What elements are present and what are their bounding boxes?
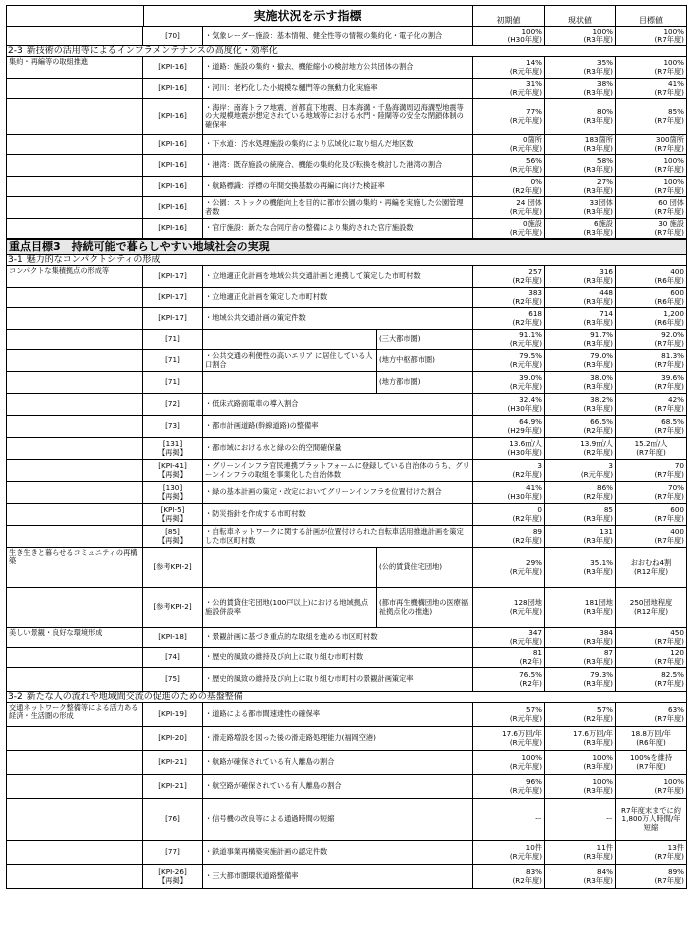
target-value: 30 施設 (R7年度): [654, 219, 684, 237]
current-value: 714 (R3年度): [545, 308, 616, 329]
measure-label: [7, 27, 143, 45]
initial-value: 618 (R2年度): [473, 308, 545, 329]
indicator-text: ・道路による都市間速達性の確保率: [203, 703, 473, 726]
kpi-code: [KPI-16]: [143, 177, 203, 196]
kpi-code: [KPI-21]: [143, 751, 203, 774]
target-value: 41% (R7年度): [654, 79, 684, 97]
initial-value: 76.5% (R2年): [473, 668, 545, 691]
indicator-text: ・滑走路増設を図った後の滑走路処理能力(福岡空港): [203, 727, 473, 750]
subsection-number: 3-1: [8, 255, 23, 265]
initial-value: 100% (H30年度): [473, 27, 545, 45]
indicator-category: (都市再生機構団地の医療福祉拠点化の推進): [377, 588, 473, 627]
table-row: [6, 588, 687, 628]
indicator-text: ・景観計画に基づき重点的な取組を進める市区町村数: [203, 628, 473, 647]
initial-value: 0 (R2年度): [473, 504, 545, 525]
initial-value: 81 (R2年): [473, 648, 545, 667]
indicator-text: ・航空路が確保されている有人離島の割合: [203, 775, 473, 798]
target-value: R7年度末までに約1,800万人時間/年短縮: [621, 806, 681, 832]
measure-label: [7, 727, 143, 750]
current-value: 100% (R3年度): [545, 27, 616, 45]
kpi-code: [71]: [143, 372, 203, 393]
initial-value: 83% (R2年度): [473, 865, 545, 888]
current-value: 3 (R元年度): [545, 460, 616, 481]
measure-label: [7, 438, 143, 459]
current-value: 35.1% (R3年度): [545, 548, 616, 587]
current-value: 38% (R3年度): [545, 79, 616, 98]
table-row: [6, 57, 687, 79]
subsection-heading: [6, 692, 687, 703]
table-row: [6, 841, 687, 865]
current-value: 80% (R3年度): [545, 99, 616, 134]
kpi-code: [参考KPI-2]: [143, 548, 203, 587]
indicator-text: ・緑の基本計画の策定・改定においてグリーンインフラを位置付けた割合: [203, 482, 473, 503]
table-row: [6, 482, 687, 504]
table-row: [6, 27, 687, 46]
target-value: 100% (R7年度): [654, 27, 684, 44]
current-value: 100% (R3年度): [545, 751, 616, 774]
table-row: [6, 99, 687, 135]
table-row: [6, 703, 687, 727]
indicator-text: ・公共交通の利便性の高いエリア に居住している人口割合: [203, 350, 377, 371]
initial-value: 64.9% (H29年度): [473, 416, 545, 437]
initial-value: 77% (R元年度): [473, 99, 545, 134]
indicator-text: ・下水道：汚水処理施設の集約により広域化に取り組んだ地区数: [203, 135, 473, 154]
subsection-title: 新たな人の流れや地域間交流の促進のための基盤整備: [26, 692, 243, 702]
current-value: 11件 (R3年度): [545, 841, 616, 864]
kpi-code: [130] 【再掲】: [143, 482, 203, 503]
indicator-text: ・公園：ストックの機能向上を目的に都市公園の集約・再編を実施した公園管理者数: [203, 197, 473, 218]
current-value: 58% (R3年度): [545, 155, 616, 176]
kpi-code: [77]: [143, 841, 203, 864]
target-value: 70% (R7年度): [654, 483, 684, 501]
indicator-text: ・自転車ネットワークに関する計画が位置付けられた自転車活用推進計画を策定した市区町村数: [203, 526, 473, 547]
indicator-text: ・官庁施設：新たな合同庁舎の整備により集約された官庁施設数: [203, 219, 473, 238]
target-value: 18.8万回/年 (R6年度): [631, 729, 671, 747]
measure-label: [7, 504, 143, 525]
indicator-text: ・グリーンインフラ官民連携プラットフォームに登録している自治体のうち、グリーンインフラの取組を事業化した自治体数: [203, 460, 473, 481]
kpi-code: [KPI-16]: [143, 135, 203, 154]
measure-label: [7, 416, 143, 437]
initial-value: 14% (R元年度): [473, 57, 545, 78]
measure-label: [7, 197, 143, 218]
initial-value: 0施設 (R元年度): [473, 219, 545, 238]
table-row: [6, 197, 687, 219]
kpi-code: [KPI-17]: [143, 266, 203, 287]
initial-value: 57% (R元年度): [473, 703, 545, 726]
indicator-text: [203, 548, 377, 587]
target-value: 100% (R7年度): [654, 58, 684, 76]
initial-value: 29% (R元年度): [473, 548, 545, 587]
initial-value: 347 (R元年度): [473, 628, 545, 647]
measure-label: [7, 308, 143, 329]
target-value: 1,200 (R6年度): [654, 309, 684, 327]
page: [6, 5, 687, 922]
kpi-code: [76]: [143, 799, 203, 840]
measure-label: [7, 775, 143, 798]
kpi-code: [KPI-16]: [143, 57, 203, 78]
measure-label: [7, 648, 143, 667]
table-row: [6, 79, 687, 99]
target-value: 85% (R7年度): [654, 107, 684, 125]
initial-value: 91.1% (R元年度): [473, 330, 545, 349]
initial-value: 0% (R2年度): [473, 177, 545, 196]
indicator-category: (地方都市圏): [377, 372, 473, 393]
kpi-code: [KPI-17]: [143, 288, 203, 307]
current-value: 316 (R3年度): [545, 266, 616, 287]
initial-value: 10件 (R元年度): [473, 841, 545, 864]
measure-label: [7, 588, 143, 627]
indicator-text: ・地域公共交通計画の策定件数: [203, 308, 473, 329]
target-value: 250団地程度 (R12年度): [629, 598, 673, 616]
kpi-code: [72]: [143, 394, 203, 415]
initial-value: 17.6万回/年 (R元年度): [473, 727, 545, 750]
table-row: [6, 350, 687, 372]
header-target: 目標値: [639, 15, 663, 25]
measure-label: [7, 177, 143, 196]
indicator-text: ・航路が確保されている有人離島の割合: [203, 751, 473, 774]
table-row: [6, 135, 687, 155]
measure-label: [7, 135, 143, 154]
subsection-number: 3-2: [8, 692, 23, 702]
kpi-code: [KPI-26] 【再掲】: [143, 865, 203, 888]
measure-label: コンパクトな集積拠点の形成等: [7, 266, 143, 287]
initial-value: 96% (R元年度): [473, 775, 545, 798]
kpi-code: [KPI-17]: [143, 308, 203, 329]
subsection-title: 魅力的なコンパクトシティの形成: [26, 255, 161, 265]
table-row: [6, 727, 687, 751]
initial-value: 89 (R2年度): [473, 526, 545, 547]
indicator-text: ・港湾：既存施設の統廃合、機能の集約化及び転換を検討した港湾の割合: [203, 155, 473, 176]
current-value: 85 (R3年度): [545, 504, 616, 525]
indicator-text: ・防災指針を作成する市町村数: [203, 504, 473, 525]
target-value: 100% (R7年度): [654, 777, 684, 795]
current-value: 38.0% (R3年度): [545, 372, 616, 393]
indicator-text: ・三大都市圏環状道路整備率: [203, 865, 473, 888]
measure-label: [7, 460, 143, 481]
table-row: [6, 526, 687, 548]
measure-label: [7, 372, 143, 393]
indicator-text: ・低床式路面電車の導入割合: [203, 394, 473, 415]
subsection-heading: [6, 46, 687, 57]
current-value: 27% (R3年度): [545, 177, 616, 196]
current-value: 17.6万回/年 (R3年度): [545, 727, 616, 750]
indicator-text: [203, 330, 377, 349]
target-value: 15.2㎡/人 (R7年度): [634, 439, 668, 457]
target-value: 60 団体 (R7年度): [654, 198, 684, 216]
target-value: おおむね4割 (R12年度): [630, 558, 672, 576]
subsection-number: 2-3: [8, 46, 23, 56]
kpi-code: [KPI-20]: [143, 727, 203, 750]
initial-value: 0箇所 (R元年度): [473, 135, 545, 154]
current-value: 38.2% (R3年度): [545, 394, 616, 415]
measure-label: [7, 155, 143, 176]
indicator-text: ・歴史的風致の維持及び向上に取り組む市町村の景観計画策定率: [203, 668, 473, 691]
indicator-text: ・航路標識：浮標の年間交換基数の再編に向けた検証率: [203, 177, 473, 196]
kpi-code: [KPI-5] 【再掲】: [143, 504, 203, 525]
indicator-text: ・都市域における水と緑の公的空間確保量: [203, 438, 473, 459]
kpi-code: [KPI-41] 【再掲】: [143, 460, 203, 481]
table-row: [6, 416, 687, 438]
table-row: [6, 266, 687, 288]
indicator-text: ・海岸：南海トラフ地震、首都直下地震、日本海溝・千島海溝周辺海溝型地震等の大規模地震が想定されている地域等における水門・陸閘等の安全な閉鎖体制の確保率: [203, 99, 473, 134]
indicator-text: ・信号機の改良等による通過時間の短縮: [203, 799, 473, 840]
current-value: 448 (R3年度): [545, 288, 616, 307]
indicator-text: [203, 372, 377, 393]
initial-value: 31% (R元年度): [473, 79, 545, 98]
target-value: 400 (R7年度): [654, 527, 684, 545]
target-value: 400 (R6年度): [654, 267, 684, 285]
current-value: 87 (R3年度): [545, 648, 616, 667]
initial-value: 383 (R2年度): [473, 288, 545, 307]
kpi-code: [73]: [143, 416, 203, 437]
target-value: 120 (R7年度): [654, 648, 684, 666]
indicator-category: (公的賃貸住宅団地): [377, 548, 473, 587]
table-row: [6, 865, 687, 889]
measure-label: [7, 482, 143, 503]
indicator-text: ・道路：施設の集約・撤去、機能縮小の検討地方公共団体の割合: [203, 57, 473, 78]
indicator-table: [6, 5, 687, 889]
indicator-text: ・公的賃貸住宅団地(100戸以上)における地域拠点施設併設率: [203, 588, 377, 627]
measure-label: 生き生きと暮らせるコミュニティの再構築: [7, 548, 143, 587]
kpi-code: [KPI-16]: [143, 99, 203, 134]
target-value: 82.5% (R7年度): [654, 670, 684, 688]
initial-value: 257 (R2年度): [473, 266, 545, 287]
measure-label: [7, 668, 143, 691]
indicator-text: ・気象レーダー施設：基本情報、健全性等の情報の集約化・電子化の割合: [203, 27, 473, 45]
table-row: [6, 330, 687, 350]
table-row: [6, 460, 687, 482]
kpi-code: [参考KPI-2]: [143, 588, 203, 627]
measure-label: [7, 394, 143, 415]
target-value: 450 (R7年度): [654, 628, 684, 646]
kpi-code: [KPI-21]: [143, 775, 203, 798]
table-row: [6, 799, 687, 841]
kpi-code: [74]: [143, 648, 203, 667]
table-row: [6, 628, 687, 648]
current-value: 84% (R3年度): [545, 865, 616, 888]
kpi-code: [KPI-19]: [143, 703, 203, 726]
table-header: [6, 5, 687, 27]
current-value: 79.0% (R3年度): [545, 350, 616, 371]
measure-label: [7, 79, 143, 98]
target-value: 81.3% (R7年度): [654, 351, 684, 369]
target-value: 39.6% (R7年度): [654, 373, 684, 391]
table-row: [6, 372, 687, 394]
initial-value: 24 団体 (R元年度): [473, 197, 545, 218]
kpi-code: [KPI-16]: [143, 219, 203, 238]
current-value: 79.3% (R3年度): [545, 668, 616, 691]
initial-value: 100% (R元年度): [473, 751, 545, 774]
table-row: [6, 751, 687, 775]
subsection-title: 新技術の活用等によるインフラメンテナンスの高度化・効率化: [26, 46, 278, 56]
indicator-text: ・鉄道事業再構築実施計画の認定件数: [203, 841, 473, 864]
kpi-code: [71]: [143, 350, 203, 371]
target-value: 600 (R7年度): [654, 505, 684, 523]
kpi-code: [75]: [143, 668, 203, 691]
target-value: 89% (R7年度): [654, 867, 684, 885]
table-row: [6, 288, 687, 308]
target-value: 100% (R7年度): [654, 156, 684, 174]
measure-label: [7, 219, 143, 238]
header-title: 実施状況を示す指標: [143, 6, 473, 26]
table-body: [6, 27, 687, 889]
measure-label: [7, 841, 143, 864]
measure-label: [7, 526, 143, 547]
indicator-text: ・立地適正化計画を策定した市町村数: [203, 288, 473, 307]
initial-value: 3 (R2年度): [473, 460, 545, 481]
indicator-category: (地方中枢都市圏): [377, 350, 473, 371]
target-value: 63% (R7年度): [654, 705, 684, 723]
kpi-code: [KPI-16]: [143, 79, 203, 98]
current-value: 33団体 (R3年度): [545, 197, 616, 218]
measure-label: 交通ネットワーク整備等による活力ある経済・生活圏の形成: [7, 703, 143, 726]
measure-label: 美しい景観・良好な環境形成: [7, 628, 143, 647]
indicator-text: ・立地適正化計画を地域公共交通計画と連携して策定した市町村数: [203, 266, 473, 287]
kpi-code: [85] 【再掲】: [143, 526, 203, 547]
kpi-code: [KPI-16]: [143, 155, 203, 176]
initial-value: 56% (R元年度): [473, 155, 545, 176]
initial-value: 41% (H30年度): [473, 482, 545, 503]
measure-label: [7, 350, 143, 371]
target-value: 68.5% (R7年度): [654, 417, 684, 435]
kpi-code: [KPI-18]: [143, 628, 203, 647]
current-value: 86% (R2年度): [545, 482, 616, 503]
current-value: 13.9㎡/人 (R2年度): [545, 438, 616, 459]
target-value: 100% (R7年度): [654, 177, 684, 195]
current-value: 183箇所 (R3年度): [545, 135, 616, 154]
initial-value: 32.4% (H30年度): [473, 394, 545, 415]
target-value: 42% (R7年度): [654, 395, 684, 413]
current-value: 384 (R3年度): [545, 628, 616, 647]
kpi-code: [131] 【再掲】: [143, 438, 203, 459]
measure-label: [7, 751, 143, 774]
table-row: [6, 394, 687, 416]
target-value: 300箇所 (R7年度): [654, 135, 684, 153]
table-row: [6, 648, 687, 668]
table-row: [6, 155, 687, 177]
current-value: 6施設 (R3年度): [545, 219, 616, 238]
initial-value: ー: [473, 799, 545, 840]
target-value: 70 (R7年度): [654, 461, 684, 479]
target-value: 92.0% (R7年度): [654, 330, 684, 348]
table-row: [6, 668, 687, 692]
initial-value: 39.0% (R元年度): [473, 372, 545, 393]
current-value: 91.7% (R3年度): [545, 330, 616, 349]
current-value: ー: [545, 799, 616, 840]
current-value: 181団地 (R3年度): [545, 588, 616, 627]
measure-label: 集約・再編等の取組推進: [7, 57, 143, 78]
initial-value: 128団地 (R元年度): [473, 588, 545, 627]
target-value: 13件 (R7年度): [654, 843, 684, 861]
current-value: 66.5% (R2年度): [545, 416, 616, 437]
target-value: 600 (R6年度): [654, 288, 684, 306]
table-row: [6, 219, 687, 239]
indicator-category: (三大都市圏): [377, 330, 473, 349]
indicator-text: ・河川：老朽化した小規模な樋門等の無動力化実施率: [203, 79, 473, 98]
measure-label: [7, 99, 143, 134]
initial-value: 79.5% (R元年度): [473, 350, 545, 371]
header-initial: 初期値: [473, 6, 545, 26]
table-row: [6, 308, 687, 330]
section-heading: 重点目標3 持続可能で暮らしやすい地域社会の実現: [6, 239, 687, 255]
kpi-code: [70]: [143, 27, 203, 45]
measure-label: [7, 799, 143, 840]
target-value: 100%を維持 (R7年度): [629, 753, 673, 771]
current-value: 100% (R3年度): [545, 775, 616, 798]
table-row: [6, 548, 687, 588]
measure-label: [7, 330, 143, 349]
kpi-code: [KPI-16]: [143, 197, 203, 218]
current-value: 131 (R3年度): [545, 526, 616, 547]
subsection-heading: [6, 255, 687, 266]
indicator-text: ・歴史的風致の維持及び向上に取り組む市町村数: [203, 648, 473, 667]
table-row: [6, 438, 687, 460]
initial-value: 13.6㎡/人 (H30年度): [473, 438, 545, 459]
header-current: 現状値: [545, 6, 616, 26]
measure-label: [7, 865, 143, 888]
indicator-text: ・都市計画道路(幹線道路)の整備率: [203, 416, 473, 437]
table-row: [6, 775, 687, 799]
table-row: [6, 177, 687, 197]
kpi-code: [71]: [143, 330, 203, 349]
current-value: 35% (R3年度): [545, 57, 616, 78]
current-value: 57% (R2年度): [545, 703, 616, 726]
table-row: [6, 504, 687, 526]
measure-label: [7, 288, 143, 307]
